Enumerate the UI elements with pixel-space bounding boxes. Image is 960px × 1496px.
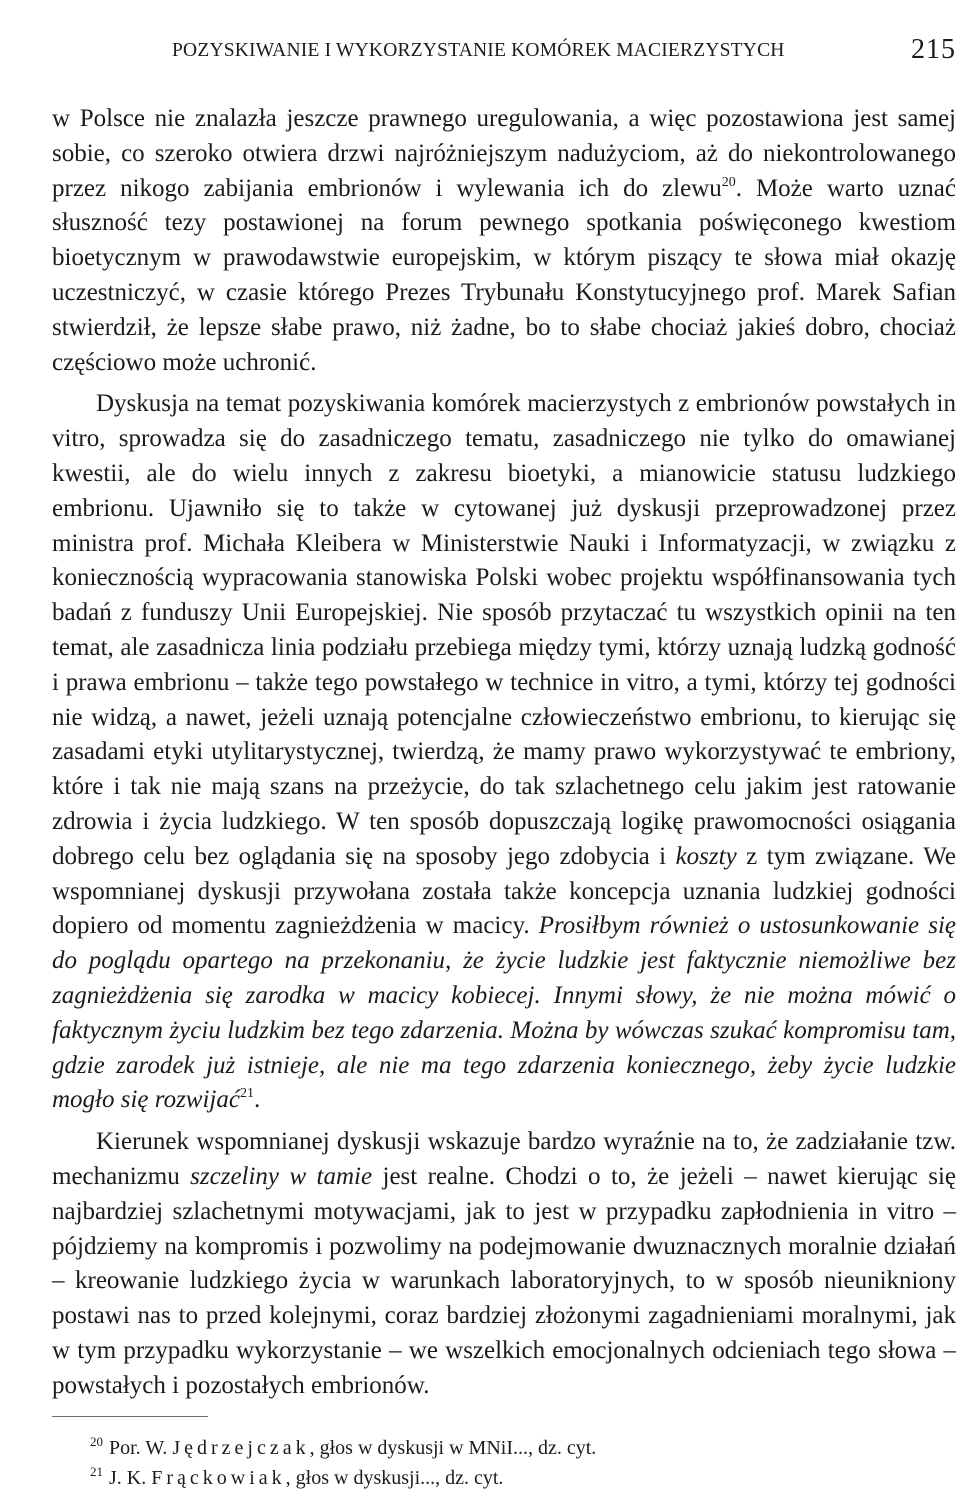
text-run: Dyskusja na temat pozyskiwania komórek macierzystych z embrionów powstałych in vitro, sprowadza się do zasadniczego tematu, zasadniczego nie tylko do omawianej kwestii, ale do wielu innych z zakresu bioetyki, a mianowicie statusu ludzkiego embrionu. Ujawniło się to także w cytowanej już dyskusji przeprowadzonej przez ministra prof. Michała Kleibera w Ministerstwie Nauki i Informatyzacji, w związku z koniecznością wypracowania stanowiska Polski wobec projektu współfinansowania tych badań z funduszy Unii Europejskiej. Nie sposób przytaczać tu wszystkich opinii na ten temat, ale zasadnicza linia podziału przebiega między tymi, którzy uznają ludzką godność i prawa embrionu – także tego powstałego w technice in vitro, a tymi, którzy tej godności nie widzą, a nawet, jeżeli uznają potencjalne człowieczeństwo embrionu, to kierując się zasadami etyki utylitarystycznej, twierdzą, że mamy prawo wykorzystywać te embriony, które i tak nie mają szans na przeżycie, do tak szlachetnego celu jakim jest ratowanie zdrowia i życia ludzkiego. W ten sposób dopuszczają logikę prawomocności osiągania dobrego celu bez oglądania się na sposoby jego zdobycia i — [52, 390, 956, 870]
footnote-prefix: J. K. — [109, 1467, 152, 1489]
text-run: z tym związane. We wspomnianej dyskusji przywołana została także koncepcja uznania ludzkiej godności dopiero od momentu zagnieżdżenia w macicy. — [52, 842, 956, 940]
text-run: Kierunek wspomnianej dyskusji wskazuje bardzo wyraźnie na to, że zadziałanie tzw. mechanizmu — [52, 1128, 956, 1190]
italic-text: koszty — [675, 842, 737, 870]
footnote-prefix: Por. W. — [109, 1437, 173, 1459]
footnote-author: Frąckowiak — [151, 1467, 286, 1489]
footnote-text: , głos w dyskusji..., dz. cyt. — [285, 1467, 504, 1489]
text-run: jest realne. Chodzi o to, że jeżeli – nawet kierując się najbardziej szlachetnymi motywacjami, jak to jest w przypadku zapłodnienia in vitro – pójdziemy na kompromis i pozwolimy na podejmowanie dwuznacznych moralnie działań – kreowanie ludzkiego życia w warunkach laboratoryjnych, to w sposób nieunikniony postawi nas to przed kolejnymi, coraz bardziej złożonymi zagadnieniami moralnymi, jak w tym przypadku wykorzystanie – we wszelkich emocjonalnych odcieniach tego słowa – powstałych i pozostałych embrionów. — [52, 1162, 956, 1399]
footnote-text: , głos w dyskusji w MNiI..., dz. cyt. — [309, 1437, 597, 1459]
footnote-author: Jędrzejczak — [172, 1437, 310, 1459]
italic-text: Prosiłbym również o ustosunkowanie się do poglądu opartego na przekonaniu, że życie ludzkie jest faktycznie niemożliwe bez zagnieżdżenia się zarodka w macicy kobiecej. Innymi słowy, że nie można mówić o faktycznym życiu ludzkim bez tego zdarzenia. Można by wówczas szukać kompromisu tam, gdzie zarodek już istnieje, ale nie ma tego zdarzenia koniecznego, żeby życie ludzkie mogło się rozwijać — [52, 912, 956, 1114]
paragraph — [52, 102, 956, 380]
paragraph — [52, 1125, 956, 1403]
footnote-mark: 21 — [90, 1464, 103, 1479]
footnote-mark: 20 — [90, 1434, 103, 1449]
footnote-rule — [52, 1416, 208, 1417]
footnote-21 — [90, 1463, 950, 1493]
text-run: . Może warto uznać słuszność tezy postawionej na forum pewnego spotkania poświęconego kwestiom bioetycznym w prawodawstwie europejskim, w którym piszący te słowa miał okazję uczestniczyć, w czasie którego Prezes Trybunału Konstytucyjnego prof. Marek Safian stwierdził, że lepsze słabe prawo, niż żadne, bo to słabe chociaż jakieś dobro, chociaż częściowo może uchronić. — [52, 174, 956, 376]
document-page — [52, 0, 956, 1496]
footnotes — [90, 1433, 950, 1493]
running-title: POZYSKIWANIE I WYKORZYSTANIE KOMÓREK MACIERZYSTYCH — [172, 40, 785, 61]
running-head — [172, 34, 956, 68]
page-number: 215 — [911, 34, 956, 65]
body-text — [52, 102, 956, 1403]
footnote-20 — [90, 1433, 950, 1463]
text-run: . — [253, 1086, 261, 1114]
footnote-reference: 21 — [239, 1086, 254, 1102]
footnote-reference: 20 — [721, 174, 736, 190]
text-run: w Polsce nie znalazła jeszcze prawnego uregulowania, a więc pozostawiona jest samej sobie, co szeroko otwiera drzwi najróżniejszym nadużyciom, aż do niekontrolowanego przez nikogo zabijania embrionów i wylewania ich do zlewu — [52, 105, 956, 202]
paragraph — [52, 387, 956, 1118]
italic-text: szczeliny w tamie — [190, 1162, 373, 1190]
